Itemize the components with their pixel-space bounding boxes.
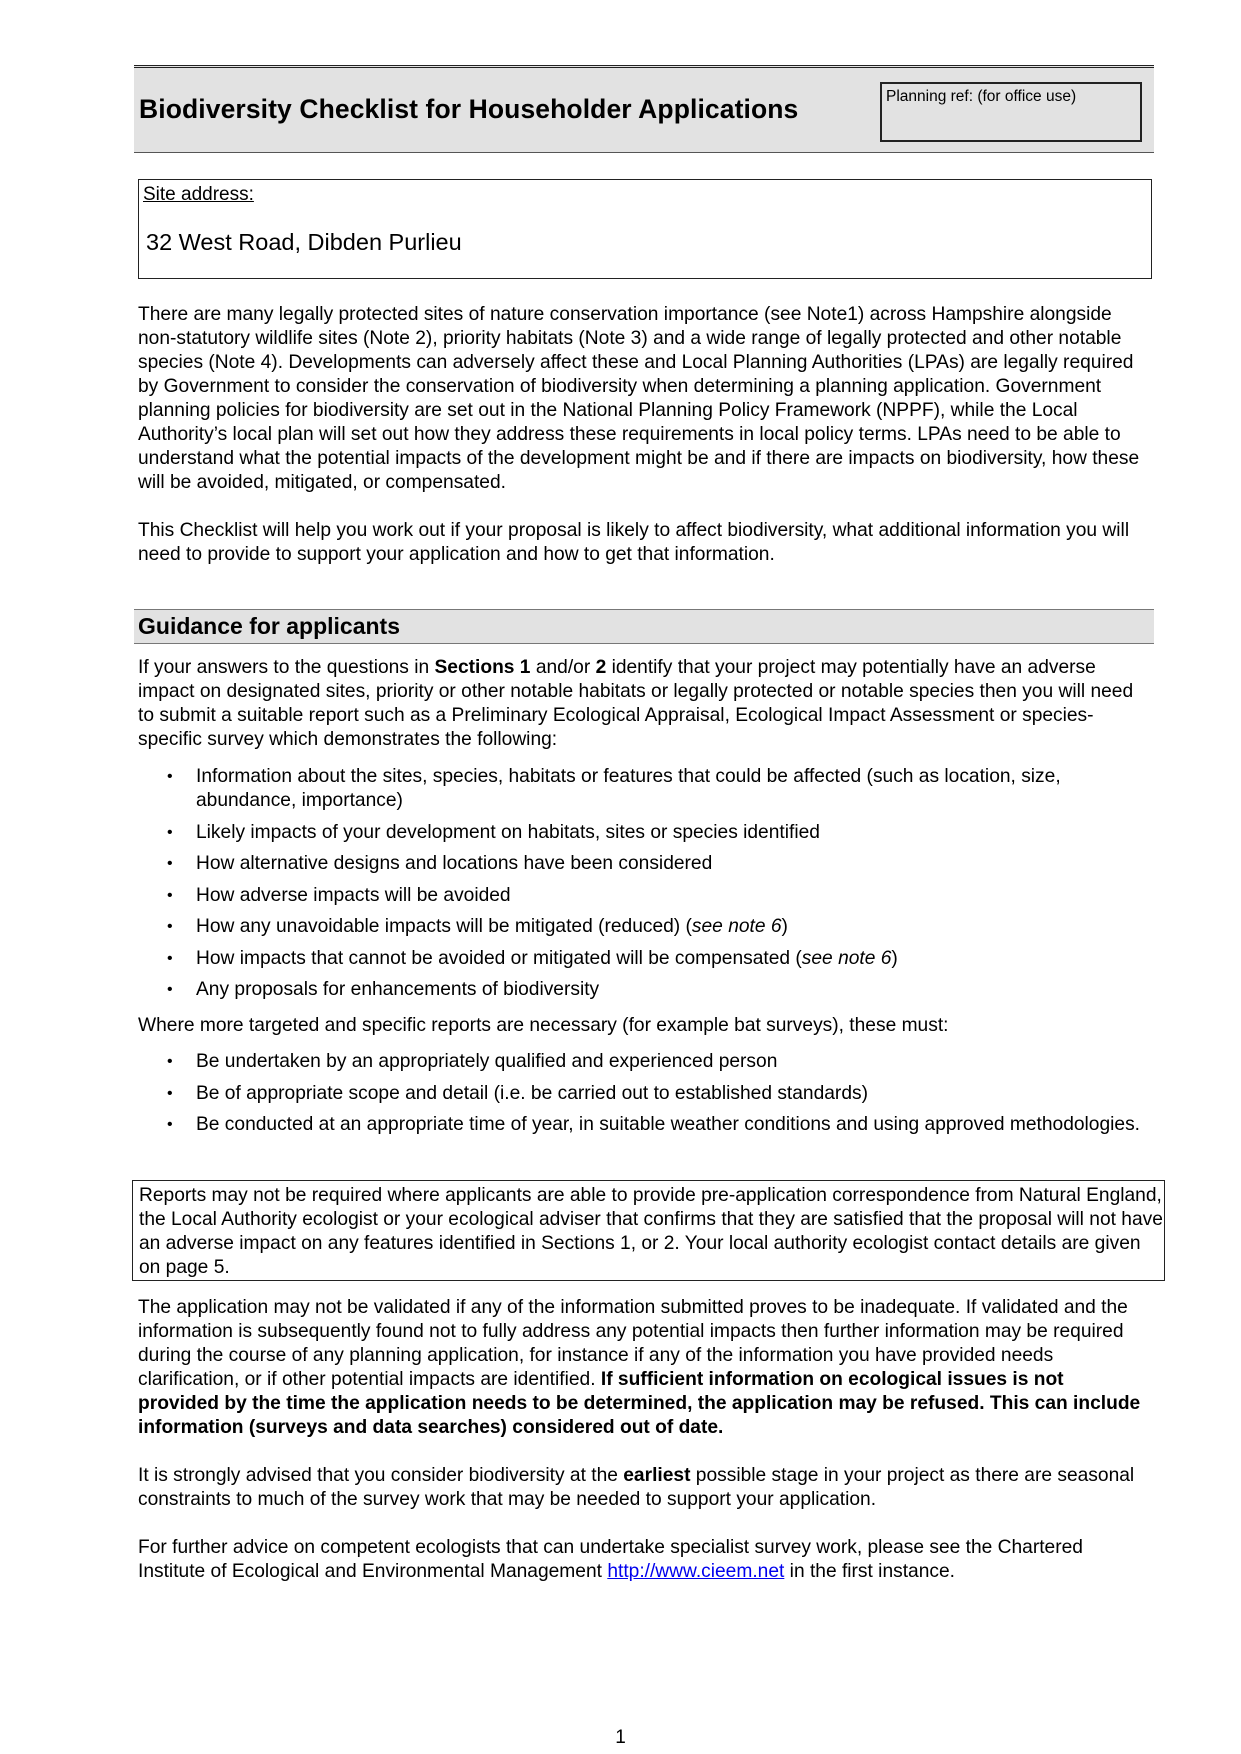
see-note-6: see note 6 [801, 947, 892, 969]
p1-text-a: If your answers to the questions in [138, 657, 435, 678]
bullet-icon: • [167, 886, 173, 904]
page-number: 1 [615, 1727, 626, 1748]
list-item [138, 821, 1148, 845]
guidance-paragraph-3 [138, 1296, 1148, 1440]
list-item [138, 852, 1148, 876]
guidance-paragraph-4 [138, 1464, 1148, 1512]
required-report-list [138, 765, 1148, 1010]
p4-text-a: It is strongly advised that you consider biodiversity at the [138, 1465, 624, 1486]
bullet-icon: • [167, 855, 173, 872]
list-item [138, 1082, 1148, 1106]
guidance-heading [134, 609, 1154, 644]
p1-bold-2: 2 [595, 657, 607, 678]
list-item [138, 978, 1148, 1002]
p3-text: The application may not be validated if any of the information submitted proves to be inadequate. If validated and the information is subsequently found not to fully address any potential impacts then further information may be required during the course of any planning application, for instance if any of the information you have provided needs clarification, or if other potential impacts are identified. [138, 1297, 1128, 1390]
planning-ref-box[interactable] [880, 82, 1142, 142]
bullet-icon: • [167, 823, 173, 841]
bullet-icon: • [167, 768, 173, 785]
bullet-icon: • [167, 1053, 173, 1070]
pre-application-notice: Reports may not be required where applicants are able to provide pre-application correspondence from Natural England, the Local Authority ecologist or your ecological adviser that confirms that they are satisfied that the proposal will not have an adverse impact on any features identified in Sections 1, or 2. Your local authority ecologist contact details are given on page 5. [132, 1180, 1165, 1281]
list-item-text: How adverse impacts will be avoided [196, 884, 511, 906]
list-item [138, 1113, 1148, 1137]
p4-text-c: possible stage in your project as there are seasonal constraints to much of the survey work that may be needed to support your application. [138, 1465, 1135, 1510]
p1-bold-sections: Sections 1 [434, 657, 531, 678]
list-item-text: Be undertaken by an appropriately qualified and experienced person [196, 1051, 778, 1072]
guidance-paragraph-2: Where more targeted and specific reports are necessary (for example bat surveys), these must: [138, 1015, 949, 1036]
guidance-paragraph-1 [138, 656, 1148, 752]
list-item [138, 947, 1148, 971]
list-item-text: How impacts that cannot be avoided or mitigated will be compensated ( [196, 947, 802, 969]
list-item [138, 915, 1148, 939]
site-address-box[interactable] [138, 179, 1152, 279]
p5-text-a: For further advice on competent ecologists that can undertake specialist survey work, please see the Chartered Institute of Ecological and Environmental Management [138, 1537, 1083, 1582]
list-item-text: Any proposals for enhancements of biodiversity [196, 979, 600, 1000]
targeted-report-list [138, 1050, 1148, 1145]
bullet-icon: • [167, 1084, 173, 1102]
title-banner [134, 65, 1154, 153]
bullet-icon: • [167, 949, 173, 967]
list-item-text: How any unavoidable impacts will be mitigated (reduced) ( [196, 916, 692, 937]
guidance-paragraph-5 [138, 1536, 1148, 1584]
list-item [138, 765, 1148, 813]
site-address-label: Site address: [143, 184, 254, 205]
p1-text-d: identify that your project may potentially have an adverse impact on designated sites, priority or other notable habitats or legally protected or notable species then you will need to submit a suitable report such as a Preliminary Ecological Appraisal, Ecological Impact Assessment or species-specific survey which demonstrates the following: [138, 657, 1134, 750]
planning-ref-label: Planning ref: (for office use) [886, 88, 1077, 105]
close-paren: ) [781, 916, 788, 937]
intro-paragraph-1: There are many legally protected sites of nature conservation importance (see Note1) across Hampshire alongside non-statutory wildlife sites (Note 2), priority habitats (Note 3) and a wide range of legally protected and other notable species (Note 4). Developments can adversely affect these and Local Planning Authorities (LPAs) are legally required by Government to consider the conservation of biodiversity when determining a planning application. Government planning policies for biodiversity are set out in the National Planning Policy Framework (NPPF), while the Local Authority’s local plan will set out how they address these requirements in local policy terms. LPAs need to be able to understand what the potential impacts of the development might be and if there are impacts on biodiversity, how these will be avoided, mitigated, or compensated. [138, 304, 1140, 493]
list-item-text: How alternative designs and locations have been considered [196, 853, 713, 874]
list-item-text: Likely impacts of your development on habitats, sites or species identified [196, 821, 820, 843]
bullet-icon: • [167, 1116, 173, 1133]
page-title: Biodiversity Checklist for Householder Applications [139, 94, 799, 124]
list-item [138, 884, 1148, 908]
cieem-link[interactable]: http://www.cieem.net [607, 1561, 785, 1582]
close-paren: ) [891, 947, 898, 969]
site-address-value: 32 West Road, Dibden Purlieu [146, 229, 462, 255]
p3-bold-warning: If sufficient information on ecological issues is not provided by the time the application needs to be determined, the application may be refused. This can include information (surveys and data searches) considered out of date. [138, 1369, 1141, 1438]
list-item-text: Information about the sites, species, habitats or features that could be affected (such as location, size, abundance, importance) [196, 766, 1061, 811]
p4-bold-earliest: earliest [623, 1465, 691, 1486]
p5-text-b: in the first instance. [784, 1561, 955, 1582]
list-item [138, 1050, 1148, 1074]
p1-text-c: and/or [530, 657, 596, 678]
list-item-text: Be conducted at an appropriate time of year, in suitable weather conditions and using approved methodologies. [196, 1114, 1140, 1135]
see-note-6: see note 6 [691, 916, 782, 937]
list-item-text: Be of appropriate scope and detail (i.e. be carried out to established standards) [196, 1082, 868, 1104]
guidance-heading-text: Guidance for applicants [138, 613, 400, 639]
intro-paragraph-2: This Checklist will help you work out if your proposal is likely to affect biodiversity, what additional information you will need to provide to support your application and how to get that information. [138, 520, 1130, 565]
bullet-icon: • [167, 918, 173, 935]
bullet-icon: • [167, 981, 173, 998]
